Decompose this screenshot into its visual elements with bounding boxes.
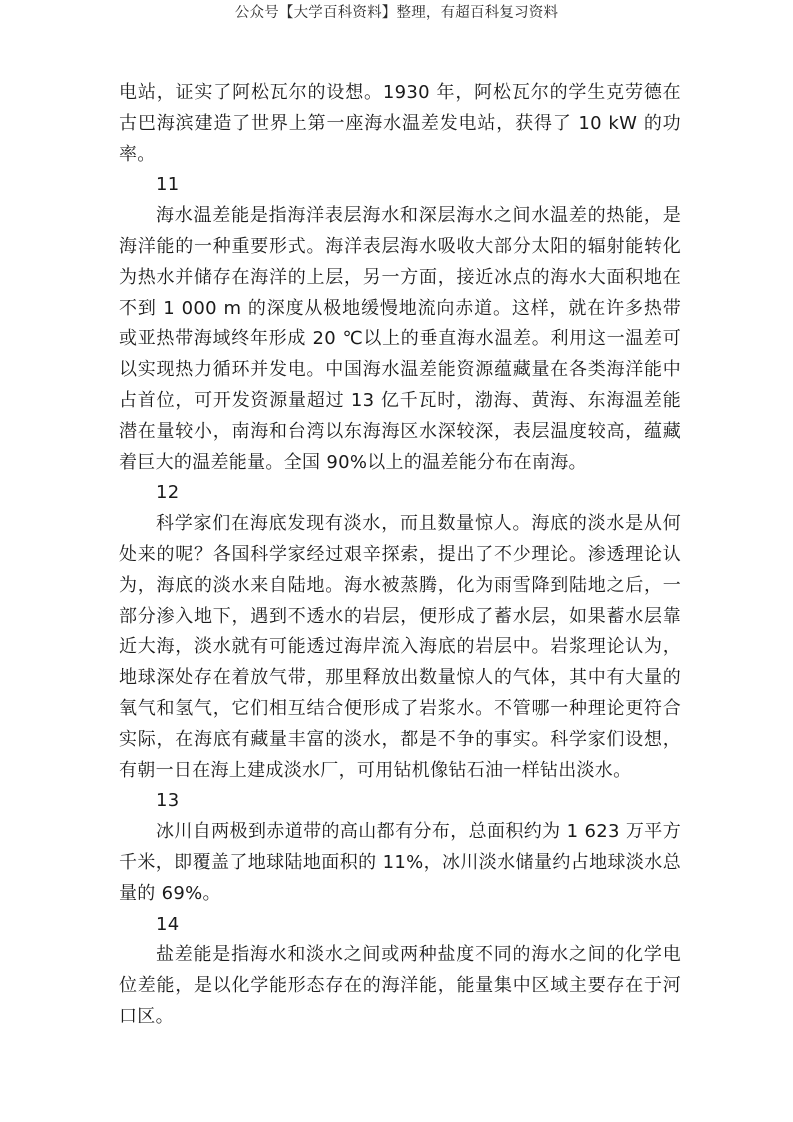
paragraph-salinity-gradient-energy: 盐差能是指海水和淡水之间或两种盐度不同的海水之间的化学电位差能，是以化学能形态存在的海洋能，能量集中区域主要存在于河口区。 <box>119 944 681 1027</box>
document-body <box>119 78 681 1033</box>
page-header: 公众号【大学百科资料】整理，有超百科复习资料 <box>234 5 559 21</box>
section-number-13: 13 <box>156 790 180 812</box>
paragraph-ocean-thermal-energy: 海水温差能是指海洋表层海水和深层海水之间水温差的热能，是海洋能的一种重要形式。海洋表层海水吸收大部分太阳的辐射能转化为热水并储存在海洋的上层，另一方面，接近冰点的海水大面积地在不到 1 000 m 的深度从极地缓慢地流向赤道。这样，就在许多热带或亚热带海域终年形成 20 ℃以上的垂直海水温差。利用这一温差可以实现热力循环并发电。中国海水温差能资源蕴藏量在各类海洋能中占首位，可开发资源量超过 13 亿千瓦时，渤海、黄海、东海温差能潜在量较小，南海和台湾以东海海区水深较深，表层温度较高，蕴藏着巨大的温差能量。全国 90%以上的温差能分布在南海。 <box>119 205 681 473</box>
section-number-12: 12 <box>156 482 180 504</box>
paragraph-glaciers: 冰川自两极到赤道带的高山都有分布，总面积约为 1 623 万平方千米，即覆盖了地球陆地面积的 11%，冰川淡水储量约占地球淡水总量的 69%。 <box>119 821 681 904</box>
section-number-11: 11 <box>156 174 180 196</box>
paragraph-seabed-freshwater: 科学家们在海底发现有淡水，而且数量惊人。海底的淡水是从何处来的呢？各国科学家经过艰辛探索，提出了不少理论。渗透理论认为，海底的淡水来自陆地。海水被蒸腾，化为雨雪降到陆地之后，一部分渗入地下，遇到不透水的岩层，便形成了蓄水层，如果蓄水层靠近大海，淡水就有可能透过海岸流入海底的岩层中。岩浆理论认为，地球深处存在着放气带，那里释放出数量惊人的气体，其中有大量的氧气和氢气，它们相互结合便形成了岩浆水。不管哪一种理论更符合实际，在海底有藏量丰富的淡水，都是不争的事实。科学家们设想，有朝一日在海上建成淡水厂，可用钻机像钻石油一样钻出淡水。 <box>119 513 681 781</box>
paragraph-continued: 电站，证实了阿松瓦尔的设想。1930 年，阿松瓦尔的学生克劳德在古巴海滨建造了世界上第一座海水温差发电站，获得了 10 kW 的功率。 <box>119 82 681 165</box>
section-number-14: 14 <box>156 913 180 935</box>
